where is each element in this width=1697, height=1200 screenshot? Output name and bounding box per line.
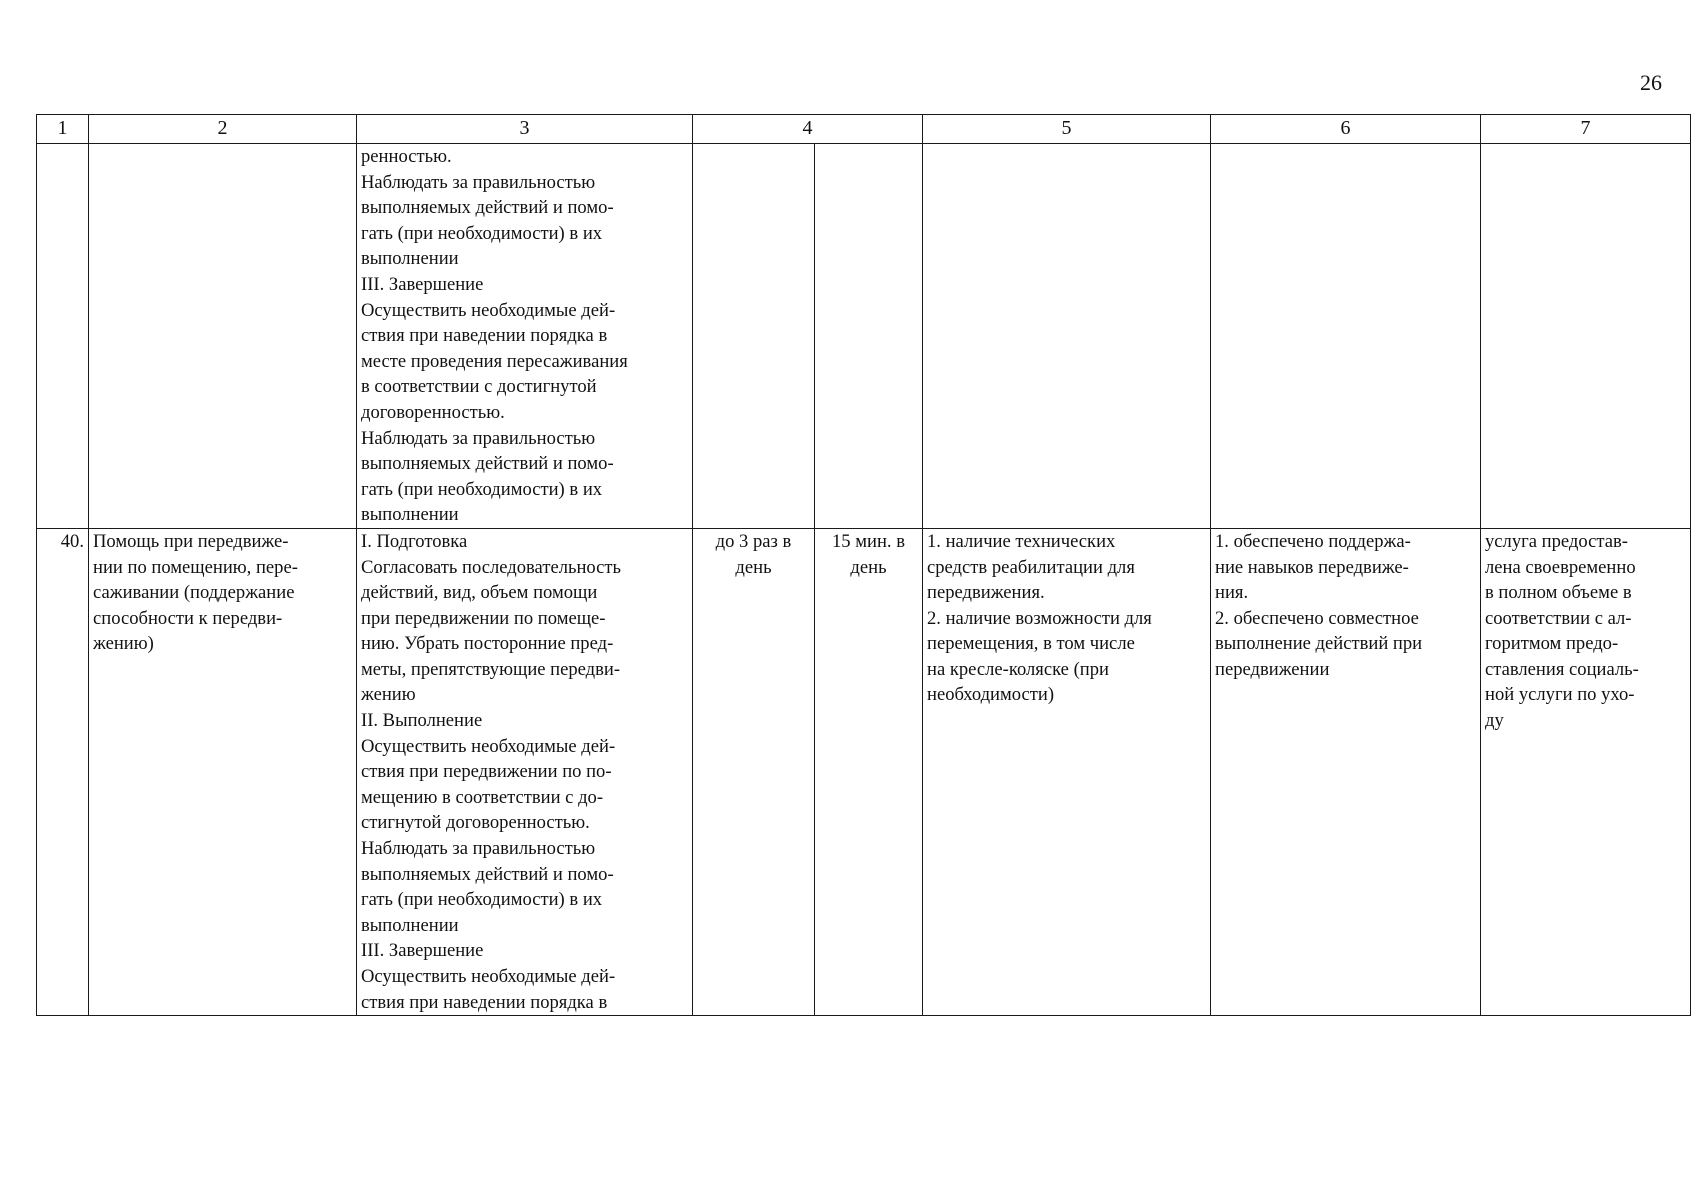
text-line: лена своевременно	[1485, 556, 1636, 578]
column-number-cell: 5	[923, 115, 1211, 144]
text-line: средств реабилитации для	[927, 556, 1135, 578]
results-cell	[1211, 528, 1481, 1015]
text-line: выполняемых действий и помо-	[361, 197, 614, 219]
procedure-cell	[357, 528, 693, 1015]
text-line: Осуществить необходимые дей-	[361, 966, 616, 987]
text-line: действий, вид, объем помощи	[361, 582, 598, 604]
text-line: до 3 раз в	[715, 530, 792, 552]
text-line: выполнении	[361, 504, 459, 526]
quality-cell	[1481, 144, 1691, 529]
text-line: в полном объеме в	[1485, 582, 1632, 604]
text-line: при передвижении по помеще-	[361, 607, 606, 629]
column-number-row	[37, 115, 1691, 144]
text-line: саживании (поддержание	[93, 582, 295, 604]
text-line: 2. обеспечено совместное	[1215, 607, 1419, 629]
text-line: Согласовать последовательность	[361, 556, 622, 578]
text-line: горитмом предо-	[1485, 633, 1619, 655]
text-line: на кресле-коляске (при	[927, 658, 1109, 680]
frequency-text	[697, 529, 810, 580]
text-line: месте проведения пересаживания	[361, 350, 628, 372]
text-line: необходимости)	[927, 684, 1055, 706]
text-line: выполнении	[361, 248, 459, 270]
procedure-text	[361, 144, 688, 528]
service-name-cell	[89, 528, 357, 1015]
text-line: передвижении	[1215, 658, 1330, 680]
frequency-cell	[693, 528, 815, 1015]
duration-cell	[815, 144, 923, 529]
text-line: 15 мин. в	[832, 530, 905, 552]
text-line: 1. наличие технических	[927, 530, 1116, 552]
text-line: выполнение действий при	[1215, 633, 1423, 655]
text-line: 2. наличие возможности для	[927, 607, 1152, 629]
frequency-cell	[693, 144, 815, 529]
column-number-cell: 3	[357, 115, 693, 144]
text-line: ренностью.	[361, 146, 452, 167]
text-line: ствия при наведении порядка в	[361, 325, 608, 347]
text-line: способности к передви-	[93, 607, 283, 629]
text-line: ствия при передвижении по по-	[361, 761, 612, 783]
text-line: I. Подготовка	[361, 530, 468, 552]
text-line: меты, препятствующие передви-	[361, 658, 621, 680]
procedure-cell	[357, 144, 693, 529]
text-line: договоренностью.	[361, 401, 505, 423]
text-line: ствия при наведении порядка в	[361, 991, 608, 1013]
text-line: Осуществить необходимые дей-	[361, 735, 616, 757]
duration-text	[819, 529, 918, 580]
text-line: гать (при необходимости) в их	[361, 222, 603, 244]
conditions-text	[927, 529, 1206, 708]
conditions-cell	[923, 528, 1211, 1015]
results-text	[1215, 529, 1476, 683]
row-number-cell: 40.	[37, 528, 89, 1015]
row-number-cell	[37, 144, 89, 529]
text-line: ние навыков передвиже-	[1215, 556, 1409, 578]
page-number: 26	[1640, 70, 1662, 95]
table-row	[37, 528, 1691, 1015]
text-line: II. Выполнение	[361, 710, 483, 732]
services-table	[36, 114, 1691, 1016]
text-line: Осуществить необходимые дей-	[361, 299, 616, 321]
quality-cell	[1481, 528, 1691, 1015]
text-line: передвижения.	[927, 582, 1045, 604]
text-line: Помощь при передвиже-	[93, 530, 289, 552]
text-line: нию. Убрать посторонние пред-	[361, 633, 614, 655]
text-line: Наблюдать за правильностью	[361, 838, 596, 860]
text-line: нии по помещению, пере-	[93, 556, 298, 578]
text-line: стигнутой договоренностью.	[361, 812, 590, 834]
column-number-cell: 2	[89, 115, 357, 144]
text-line: выполнении	[361, 914, 459, 936]
text-line: ния.	[1215, 582, 1249, 604]
column-number-cell: 7	[1481, 115, 1691, 144]
text-line: 1. обеспечено поддержа-	[1215, 530, 1411, 552]
service-name-cell	[89, 144, 357, 529]
text-line: Наблюдать за правильностью	[361, 427, 596, 449]
text-line: гать (при необходимости) в их	[361, 889, 603, 911]
text-line: услуга предостав-	[1485, 530, 1628, 552]
text-line: Наблюдать за правильностью	[361, 171, 596, 193]
text-line: гать (при необходимости) в их	[361, 478, 603, 500]
text-line: день	[850, 556, 887, 578]
procedure-text	[361, 529, 688, 1015]
text-line: перемещения, в том числе	[927, 633, 1135, 655]
conditions-cell	[923, 144, 1211, 529]
service-name-text	[93, 529, 352, 657]
column-number-cell: 1	[37, 115, 89, 144]
text-line: день	[735, 556, 772, 578]
column-number-cell: 6	[1211, 115, 1481, 144]
text-line: ставления социаль-	[1485, 658, 1639, 680]
table-row	[37, 144, 1691, 529]
column-number-cell: 4	[693, 115, 923, 144]
duration-cell	[815, 528, 923, 1015]
quality-text	[1485, 529, 1686, 734]
text-line: III. Завершение	[361, 273, 484, 295]
text-line: в соответствии с достигнутой	[361, 376, 597, 398]
text-line: жению)	[93, 633, 154, 655]
text-line: выполняемых действий и помо-	[361, 863, 614, 885]
text-line: мещению в соответствии с до-	[361, 786, 604, 808]
text-line: ной услуги по ухо-	[1485, 684, 1635, 706]
text-line: жению	[361, 684, 416, 706]
text-line: III. Завершение	[361, 940, 484, 962]
text-line: выполняемых действий и помо-	[361, 453, 614, 475]
text-line: ду	[1485, 710, 1504, 732]
text-line: соответствии с ал-	[1485, 607, 1632, 629]
results-cell	[1211, 144, 1481, 529]
